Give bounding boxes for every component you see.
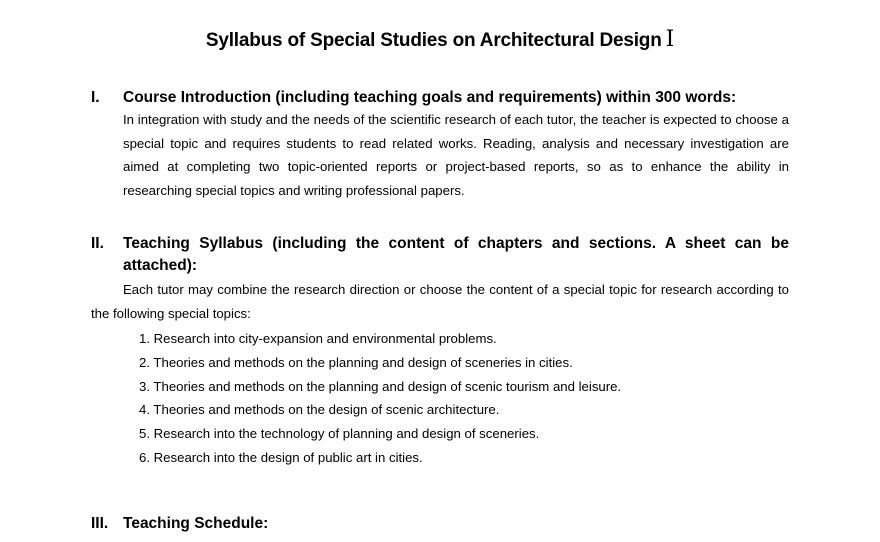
list-item: 3. Theories and methods on the planning and design of scenic tourism and leisure. <box>139 378 622 394</box>
section-3-title: Teaching Schedule: <box>123 515 269 532</box>
section-1-title: Course Introduction (including teaching goals and requirements) within 300 words: <box>123 89 737 106</box>
document-title <box>0 26 880 52</box>
section-3-number: III. <box>91 515 109 532</box>
section-2-number: II. <box>91 235 104 252</box>
section-1-number: I. <box>91 89 100 106</box>
list-item: 1. Research into city-expansion and environmental problems. <box>139 331 497 346</box>
document-title-numeral: Ⅰ <box>665 26 675 51</box>
section-1-body: In integration with study and the needs of the scientific research of each tutor, the teacher is expected to choose a special topic and requires students to read related works. Reading, analysis and necessary investigation are aimed at completing two topic-oriented reports or project-based reports, so as to enhance the ability in researching special topics and writing professional papers. <box>123 112 789 198</box>
list-item: 6. Research into the design of public art in cities. <box>139 449 423 465</box>
list-item: 4. Theories and methods on the design of scenic architecture. <box>139 402 500 418</box>
list-item: 5. Research into the technology of planning and design of sceneries. <box>139 426 540 442</box>
special-topics-list <box>139 327 621 470</box>
section-1-heading <box>91 87 789 109</box>
section-2-heading <box>91 233 789 277</box>
section-2-body: Each tutor may combine the research direction or choose the content of a special topic for research according to the following special topics: <box>91 282 789 321</box>
section-2-title: Teaching Syllabus (including the content of chapters and sections. A sheet can be attached): <box>123 235 789 274</box>
list-item: 2. Theories and methods on the planning and design of sceneries in cities. <box>139 354 573 370</box>
section-3-heading <box>91 513 789 535</box>
document-title-text: Syllabus of Special Studies on Architectural Design <box>205 30 662 51</box>
